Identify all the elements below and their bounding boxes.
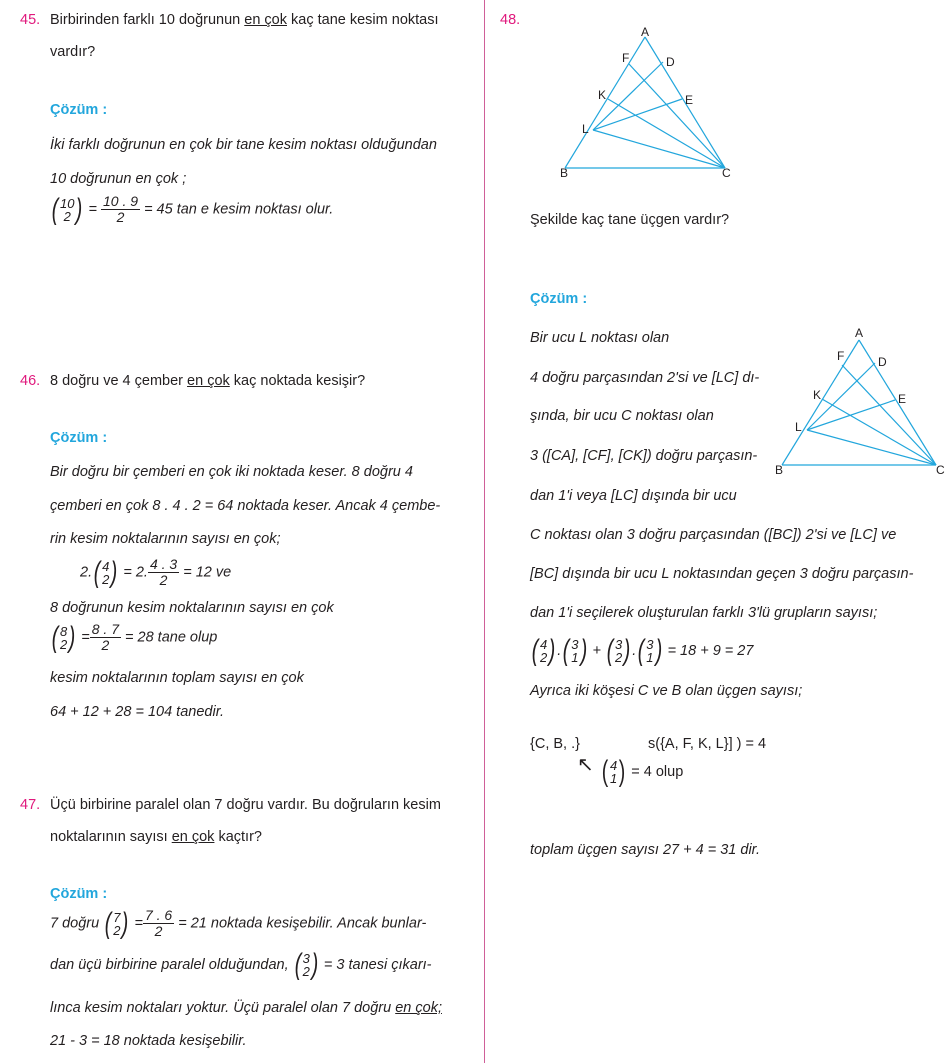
q45-binomial: 10 2 — [60, 195, 75, 224]
q47-question-line2: noktalarının sayısı en çok kaçtır? — [50, 829, 262, 845]
q46-solution-line5: 8 doğrunun kesim noktalarının sayısı en çok — [50, 600, 334, 616]
q46-solution-line7: kesim noktalarının toplam sayısı en çok — [50, 670, 304, 686]
q47-solution-line3: lınca kesim noktaları yoktur. Üçü paralel olan 7 doğru en çok; — [50, 1000, 442, 1016]
q45-formula: ( 10 2 ) = $\frac{10 . 9}{2}$ = 45 tan e kesim noktası olur. — [51, 192, 334, 226]
q45-underline: en çok — [244, 12, 287, 28]
arrow-icon: ↖ — [577, 754, 594, 776]
q47-number: 47. — [20, 797, 41, 813]
label-F: F — [622, 51, 630, 65]
q48-number: 48. — [500, 12, 521, 28]
q48-set-text: {C, B, .} — [530, 736, 580, 752]
q46-solution-label: Çözüm : — [50, 430, 108, 446]
label-E: E — [685, 93, 694, 107]
q45-fraction: $\frac{10 . 9}{2}$ — [103, 193, 139, 225]
label-F-small: F — [837, 349, 845, 363]
label-D: D — [666, 55, 675, 69]
q46-formula2: ( 8 2 ) = $\frac{8 . 7}{2}$ = 28 tane olup — [51, 620, 218, 654]
q48-solution-line2: 4 doğru parçasından 2'si ve [LC] dı- — [530, 370, 760, 386]
label-D-small: D — [878, 355, 887, 369]
q48-binomial-4-1: ( 4 1 ) = 4 olup — [601, 755, 684, 788]
q48-triangle-figure — [555, 22, 745, 182]
q48-solution-line6: C noktası olan 3 doğru parçasından ([BC]) 2'si ve [LC] ve — [530, 527, 897, 543]
q48-solution-line5: dan 1'i veya [LC] dışında bir ucu — [530, 488, 737, 504]
q45-solution-line1: İki farklı doğrunun en çok bir tane kesim noktası olduğundan — [50, 137, 437, 153]
q47-question-line1: Üçü birbirine paralel olan 7 doğru vardır. Bu doğruların kesim — [50, 797, 441, 813]
label-C: C — [722, 166, 731, 180]
label-B: B — [560, 166, 569, 180]
q45-question-line2: vardır? — [50, 44, 96, 60]
label-A-small: A — [855, 326, 864, 340]
q46-question: 8 doğru ve 4 çember en çok kaç noktada kesişir? — [50, 373, 366, 389]
q48-solution-line1: Bir ucu L noktası olan — [530, 330, 670, 346]
label-C-small: C — [936, 463, 945, 477]
label-L-small: L — [795, 420, 802, 434]
q48-combination-formula: ( 4 2 ) .( 3 1 ) + ( 3 2 ) .( 3 1 ) = 18 + 9 = 27 — [531, 634, 754, 667]
q45-question-line1 — [50, 12, 439, 28]
q45-number: 45. — [20, 12, 41, 28]
q48-solution-line4: 3 ([CA], [CF], [CK]) doğru parçasın- — [530, 448, 758, 464]
q48-solution-label: Çözüm : — [530, 291, 588, 307]
q46-number: 46. — [20, 373, 41, 389]
q47-solution-line1: 7 doğru ( 7 2 ) = $\frac{7 . 6}{2}$ = 21 noktada kesişebilir. Ancak bunlar- — [50, 906, 427, 940]
q46-formula1: 2.( 4 2 ) = 2. $\frac{4 . 3}{2}$ = 12 ve — [80, 555, 232, 589]
q45-solution-label: Çözüm : — [50, 102, 108, 118]
q48-solution-line3: şında, bir ucu C noktası olan — [530, 408, 714, 424]
label-E-small: E — [898, 392, 907, 406]
q47-solution-label: Çözüm : — [50, 886, 108, 902]
label-B-small: B — [775, 463, 784, 477]
q46-solution-line8: 64 + 12 + 28 = 104 tanedir. — [50, 704, 225, 720]
q48-triangle-figure-small — [770, 325, 950, 480]
q48-solution-line8: dan 1'i seçilerek oluşturulan farklı 3'lü grupların sayısı; — [530, 605, 878, 621]
q47-solution-line2: dan üçü birbirine paralel olduğundan, ( 3 2 ) = 3 tanesi çıkarı- — [50, 948, 432, 981]
label-A: A — [641, 25, 650, 39]
q48-solution-line7: [BC] dışında bir ucu L noktasından geçen 3 doğru parçasın- — [530, 566, 914, 582]
column-divider — [484, 0, 485, 1063]
label-K: K — [598, 88, 607, 102]
q46-solution-line2: çemberi en çok 8 . 4 . 2 = 64 noktada keser. Ancak 4 çembe- — [50, 498, 441, 514]
q45-text-end: kaç tane kesim noktası — [287, 12, 439, 28]
q48-solution-line9: Ayrıca iki köşesi C ve B olan üçgen sayısı; — [530, 683, 803, 699]
q46-solution-line3: rin kesim noktalarının sayısı en çok; — [50, 531, 281, 547]
label-L: L — [582, 122, 589, 136]
q48-final: toplam üçgen sayısı 27 + 4 = 31 dir. — [530, 842, 760, 858]
q48-s-text: s({A, F, K, L}] ) = 4 — [648, 736, 767, 752]
q45-solution-line2: 10 doğrunun en çok ; — [50, 171, 187, 187]
label-K-small: K — [813, 388, 822, 402]
q48-question: Şekilde kaç tane üçgen vardır? — [530, 212, 730, 228]
q46-solution-line1: Bir doğru bir çemberi en çok iki noktada keser. 8 doğru 4 — [50, 464, 413, 480]
q45-result: = 45 tan e kesim noktası olur. — [144, 201, 334, 218]
q47-solution-line4: 21 - 3 = 18 noktada kesişebilir. — [50, 1033, 247, 1049]
q45-text: Birbirinden farklı 10 doğrunun — [50, 12, 245, 28]
